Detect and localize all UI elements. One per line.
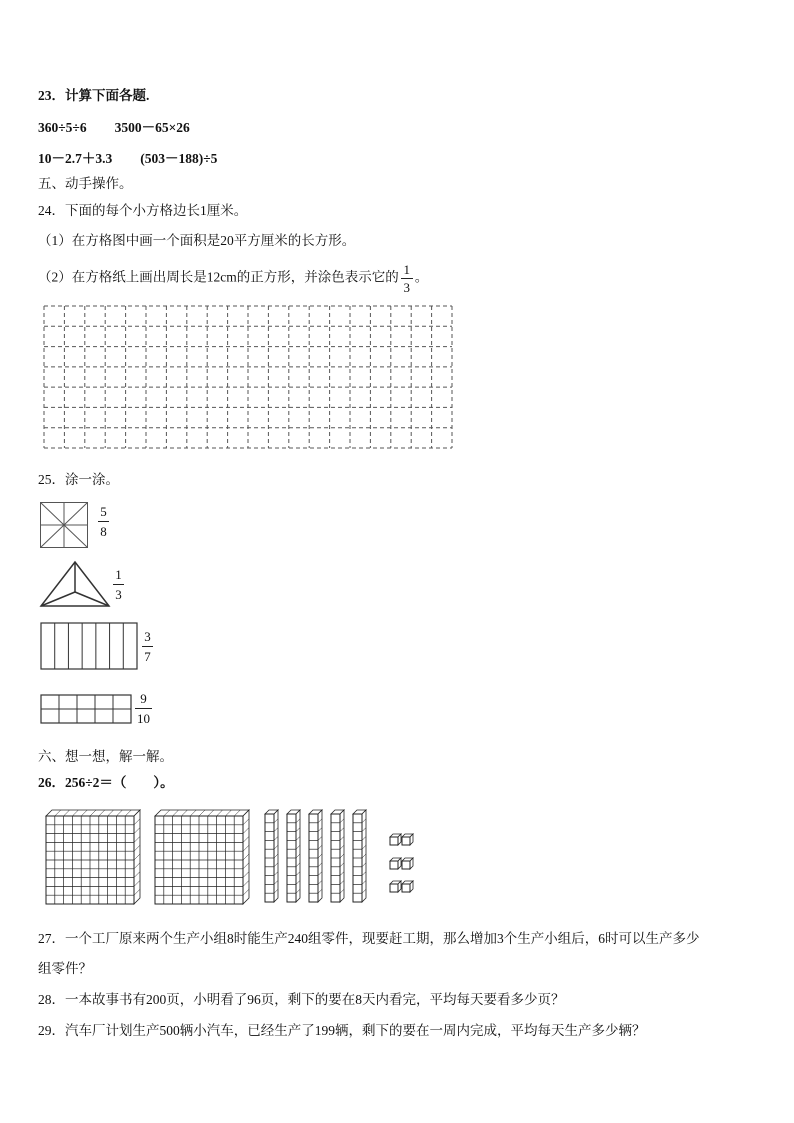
- ten-rod: [265, 810, 278, 902]
- q24-part2-text: （2）在方格纸上画出周长是12cm的正方形，并涂色表示它的: [38, 269, 399, 285]
- q24-part2: [38, 262, 428, 295]
- fraction-denominator: 3: [403, 280, 410, 295]
- fraction-denominator: 7: [144, 649, 151, 664]
- q23-expr1: 360÷5÷6: [38, 120, 87, 135]
- ten-rod: [309, 810, 322, 902]
- divided-triangle: [40, 561, 110, 607]
- q23-expr4: (503－188)÷5: [140, 151, 218, 166]
- square-grid: [43, 305, 453, 449]
- unit-cube: [390, 858, 401, 869]
- q23-row2: [38, 147, 217, 167]
- ten-rod: [287, 810, 300, 902]
- unit-cube: [402, 881, 413, 892]
- base-ten-blocks: [44, 808, 424, 904]
- q27-line2: 组零件？: [38, 961, 92, 976]
- rectangle-ten-parts: [40, 694, 132, 724]
- q23-row1: [38, 116, 190, 136]
- fraction-numerator: 1: [403, 262, 410, 277]
- unit-cube: [390, 881, 401, 892]
- fraction-5-8: [98, 504, 109, 539]
- rectangle-seven-parts: [40, 622, 138, 670]
- fraction-1-3: [113, 567, 124, 602]
- ten-rod: [353, 810, 366, 902]
- fraction-numerator: 3: [144, 629, 151, 644]
- unit-cube: [402, 858, 413, 869]
- q26-title: 26．256÷2＝（ ）。: [38, 775, 174, 790]
- unit-cube: [402, 834, 413, 845]
- fraction-numerator: 5: [100, 504, 107, 519]
- q25-title: 25．涂一涂。: [38, 472, 119, 487]
- q24-title: 24．下面的每个小方格边长1厘米。: [38, 203, 248, 218]
- q24-fraction: [401, 262, 413, 295]
- section5-title: 五、动手操作。: [38, 176, 133, 191]
- q24-part1: （1）在方格图中画一个面积是20平方厘米的长方形。: [38, 233, 356, 248]
- fraction-denominator: 3: [115, 587, 122, 602]
- q28-text: 28．一本故事书有200页，小明看了96页，剩下的要在8天内看完，平均每天要看多少页？: [38, 992, 565, 1007]
- octagon-divided-square: [40, 502, 88, 548]
- hundred-flat: [46, 810, 140, 904]
- q23-title: 23．计算下面各题.: [38, 88, 150, 103]
- q24-part2-suffix: 。: [414, 269, 429, 285]
- hundred-flat: [155, 810, 249, 904]
- fraction-denominator: 10: [137, 711, 150, 726]
- q29-text: 29．汽车厂计划生产500辆小汽车，已经生产了199辆，剩下的要在一周内完成，平均每天生产多少辆？: [38, 1023, 646, 1038]
- ten-rod: [331, 810, 344, 902]
- q23-expr3: 10－2.7＋3.3: [38, 151, 113, 166]
- fraction-3-7: [142, 629, 153, 664]
- fraction-numerator: 9: [140, 691, 147, 706]
- unit-cube: [390, 834, 401, 845]
- section6-title: 六、想一想，解一解。: [38, 749, 173, 764]
- fraction-numerator: 1: [115, 567, 122, 582]
- q23-expr2: 3500－65×26: [114, 120, 190, 135]
- fraction-denominator: 8: [100, 524, 107, 539]
- fraction-9-10: [135, 691, 152, 726]
- q27-line1: 27．一个工厂原来两个生产小组8时能生产240组零件，现要赶工期，那么增加3个生产小组后，6时可以生产多少: [38, 931, 700, 946]
